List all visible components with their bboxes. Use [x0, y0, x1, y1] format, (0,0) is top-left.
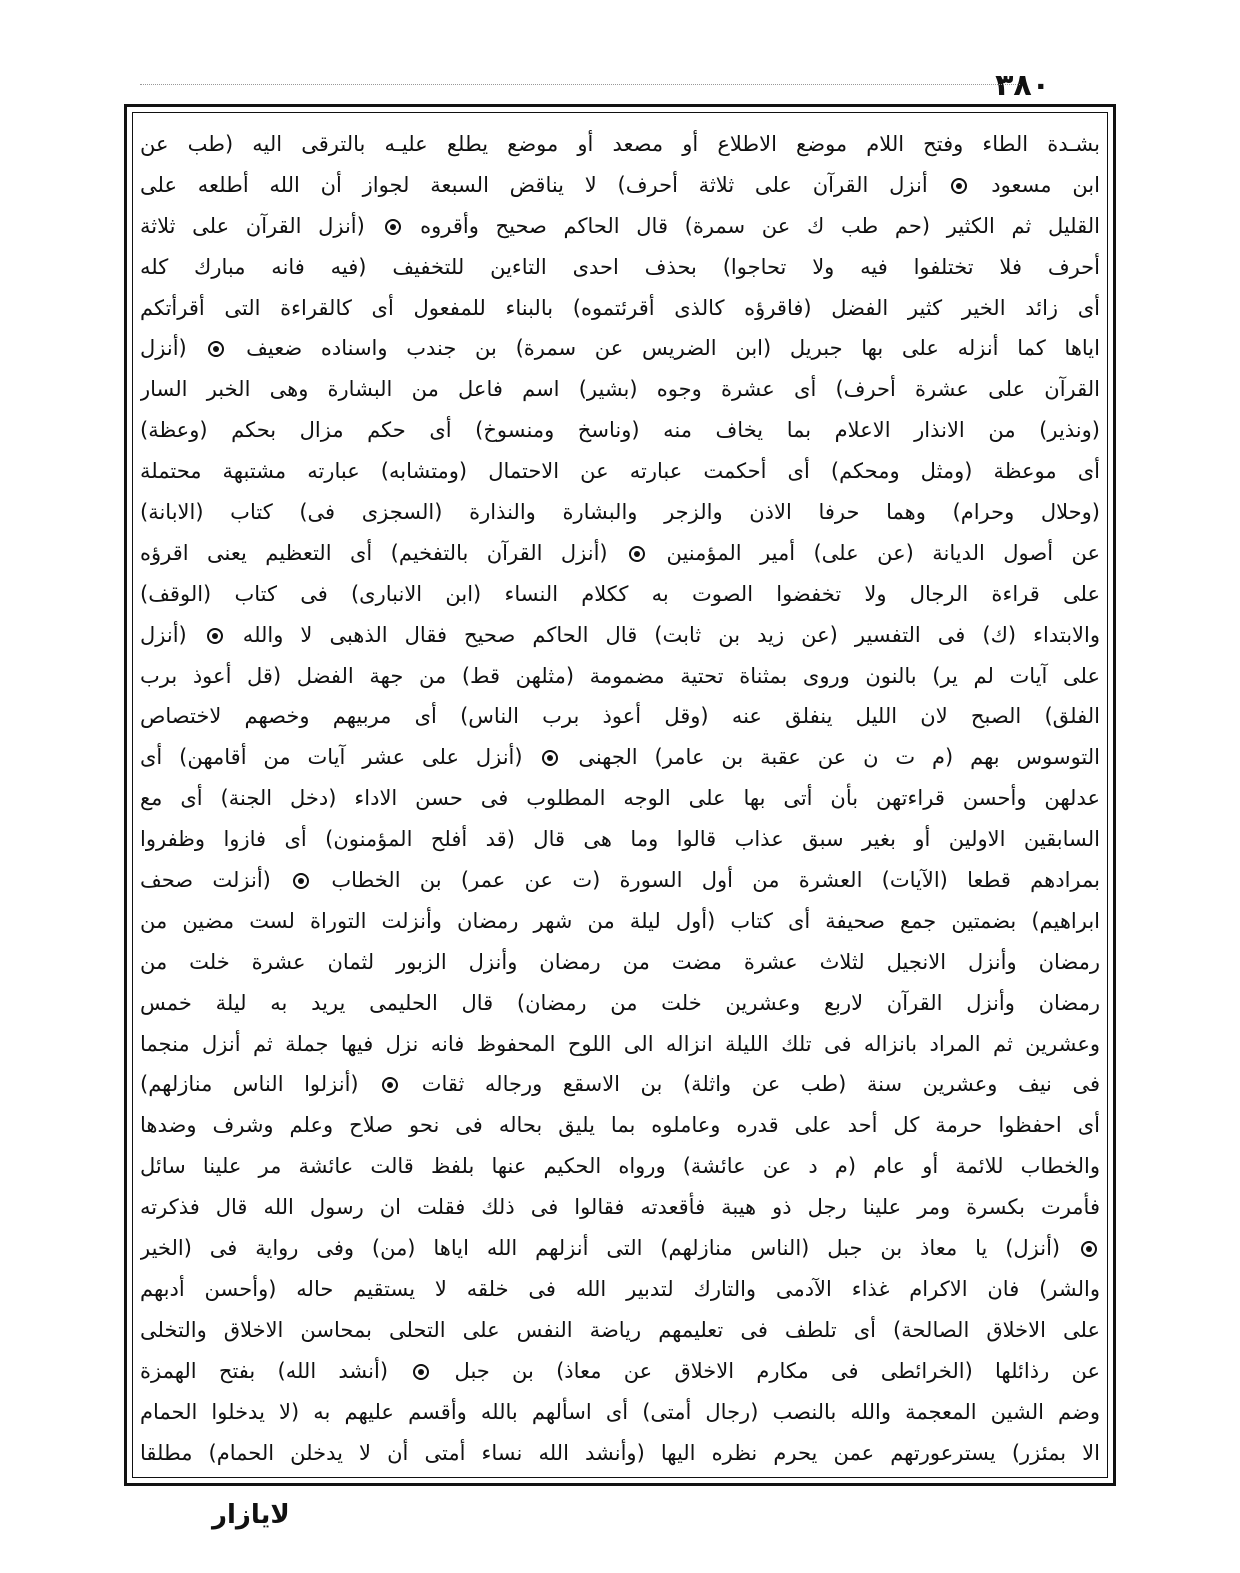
- catchword: لايازار: [212, 1500, 290, 1530]
- text-line: الا بمئزر) يسترعورتهم عمن يحرم نظره اليها (وأنشد الله نساء أمتى أن لا يدخلن الحمام) مطلقا: [140, 1440, 1100, 1465]
- text-line: على آيات لم ير) بالنون وروى بمثناة تحتية مضمومة (مثلهن قط) من جهة الفضل (قل أعوذ برب: [140, 663, 1100, 688]
- rosette-icon: [413, 1364, 429, 1380]
- rosette-icon: [629, 546, 645, 562]
- rosette-icon: [385, 219, 401, 235]
- text-line: اياها كما أنزله على بها جبريل (ابن الضريس عن سمرة) بن جندب واسناده ضعيف (أنزل: [140, 336, 1100, 361]
- main-text: [140, 124, 1100, 1474]
- text-line: عن أصول الديانة (عن على) أمير المؤمنين (أنزل القرآن بالتفخيم) أى التعظيم يعنى اقرؤه: [140, 540, 1100, 565]
- header-rule: [140, 84, 1020, 85]
- text-line: عن رذائلها (الخرائطى فى مكارم الاخلاق عن معاذ) بن جبل (أنشد الله) بفتح الهمزة: [140, 1358, 1100, 1383]
- text-line: أى موعظة (ومثل ومحكم) أى أحكمت عبارته عن الاحتمال (ومتشابه) عبارته مشتبهة محتملة: [140, 459, 1100, 484]
- text-line: عدلهن وأحسن قراءتهن بأن أتى بها على الوجه المطلوب فى حسن الاداء (دخل الجنة) أى مع: [140, 786, 1100, 811]
- text-line: القرآن على عشرة أحرف) أى عشرة وجوه (بشير) اسم فاعل من البشارة وهى الخبر السار: [140, 377, 1100, 402]
- text-line: التوسوس بهم (م ت ن عن عقبة بن عامر) الجهنى (أنزل على عشر آيات من أقامهن) أى: [140, 745, 1100, 770]
- text-line: (ونذير) من الانذار الاعلام بما يخاف منه (وناسخ ومنسوخ) أى حكم مزال بحكم (وعظة): [140, 418, 1100, 443]
- text-line: رمضان وأنزل الانجيل لثلاث عشرة مضت من رمضان وأنزل الزبور لثمان عشرة خلت من: [140, 949, 1100, 974]
- text-line: القليل ثم الكثير (حم طب ك عن سمرة) قال الحاكم صحيح وأقروه (أنزل القرآن على ثلاثة: [140, 213, 1100, 238]
- text-line: والشر) فان الاكرام غذاء الآدمى والتارك لتدبير الله فى خلقه لا يستقيم حاله (وأحسن أدبهم: [140, 1276, 1100, 1301]
- rosette-icon: [293, 873, 309, 889]
- text-line: والابتداء (ك) فى التفسير (عن زيد بن ثابت) قال الحاكم صحيح فقال الذهبى لا والله (أنزل: [140, 622, 1100, 647]
- text-line: أى احفظوا حرمة كل أحد على قدره وعاملوه بما يليق بحاله فى نحو صلاح وعلم وشرف وضدها: [140, 1113, 1100, 1138]
- text-line: (وحلال وحرام) وهما حرفا الاذن والزجر والبشارة والنذارة (السجزى فى) كتاب (الابانة): [140, 500, 1100, 525]
- rosette-icon: [382, 1077, 398, 1093]
- rosette-icon: [542, 750, 558, 766]
- text-line: على الاخلاق الصالحة) أى تلطف فى تعليمهم رياضة النفس على التحلى بمحاسن الاخلاق والتخلى: [140, 1317, 1100, 1342]
- rosette-icon: [1081, 1241, 1097, 1257]
- rosette-icon: [951, 178, 967, 194]
- text-line: رمضان وأنزل القرآن لاربع وعشرين خلت من رمضان) قال الحليمى يريد به ليلة خمس: [140, 990, 1100, 1015]
- text-line: (أنزل) يا معاذ بن جبل (الناس منازلهم) التى أنزلهم الله اياها (من) وفى رواية فى (الخير: [140, 1228, 1100, 1269]
- text-line: فى نيف وعشرين سنة (طب عن واثلة) بن الاسقع ورجاله ثقات (أنزلوا الناس منازلهم): [140, 1072, 1100, 1097]
- rosette-icon: [207, 628, 223, 644]
- text-line: ابراهيم) بضمتين جمع صحيفة أى كتاب (أول ليلة من شهر رمضان وأنزلت التوراة لست مضين من: [140, 908, 1100, 933]
- text-line: وعشرين ثم المراد بانزاله فى تلك الليلة انزاله الى اللوح المحفوظ فانه نزل فيها جملة ثم أنزل منجما: [140, 1031, 1100, 1056]
- text-line: بمرادهم قطعا (الآيات) العشرة من أول السورة (ت عن عمر) بن الخطاب (أنزلت صحف: [140, 868, 1100, 893]
- text-line: على قراءة الرجال ولا تخفضوا الصوت به ككلام النساء (ابن الانبارى) فى كتاب (الوقف): [140, 581, 1100, 606]
- rosette-icon: [208, 341, 224, 357]
- page-number: ٣٨٠: [995, 68, 1050, 103]
- text-line: بشـدة الطاء وفتح اللام موضع الاطلاع أو مصعد أو موضع يطلع عليـه بالترقى اليه (طب عن: [140, 132, 1100, 156]
- text-line: فأمرت بكسرة ومر علينا رجل ذو هيبة فأقعدته فقالوا فى ذلك فقلت ان رسول الله قال فذكرته: [140, 1195, 1100, 1220]
- text-line: والخطاب للائمة أو عام (م د عن عائشة) ورواه الحكيم عنها بلفظ قالت عائشة مر علينا سائل: [140, 1154, 1100, 1179]
- text-line: وضم الشين المعجمة والله بالنصب (رجال أمتى) أى اسألهم بالله وأقسم عليهم به (لا يدخلوا الحمام: [140, 1399, 1100, 1424]
- text-line: أحرف فلا تختلفوا فيه ولا تحاجوا) بحذف احدى التاءين للتخفيف (فيه فانه مبارك كله: [140, 254, 1100, 279]
- text-line: أى زائد الخير كثير الفضل (فاقرؤه كالذى أقرئتموه) بالبناء للمفعول أى كالقراءة التى أقرأتكم: [140, 295, 1100, 320]
- text-line: ابن مسعود أنزل القرآن على ثلاثة أحرف) لا يناقض السبعة لجواز أن الله أطلعه على: [140, 172, 1100, 197]
- text-line: الفلق) الصبح لان الليل ينفلق عنه (وقل أعوذ برب الناس) أى مربيهم وخصهم لاختصاص: [140, 704, 1100, 729]
- text-line: السابقين الاولين أو بغير سبق عذاب قالوا وما هى قال (قد أفلح المؤمنون) أى فازوا وظفروا: [140, 827, 1100, 852]
